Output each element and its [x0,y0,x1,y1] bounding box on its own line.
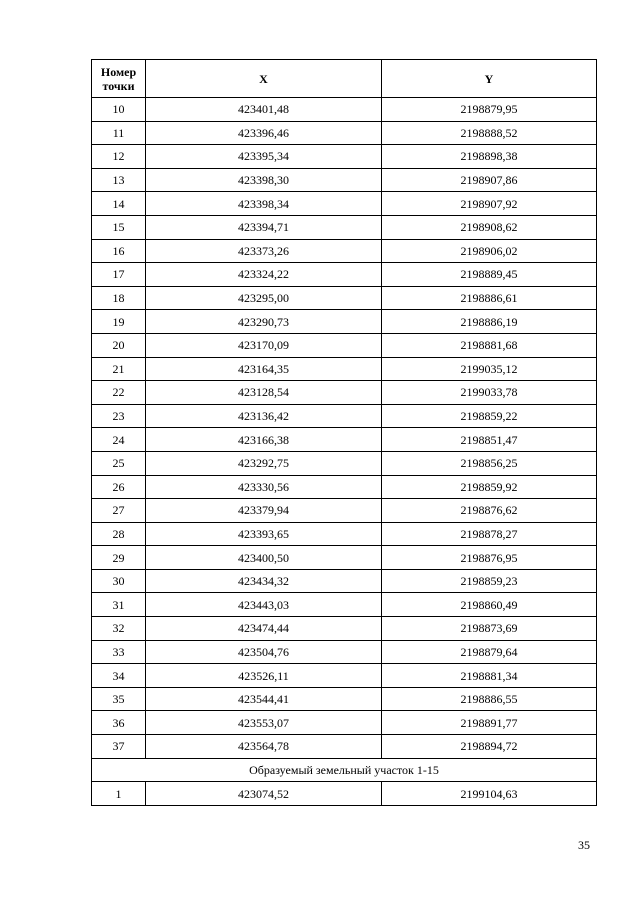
table-row [92,475,597,499]
table-row [92,263,597,287]
cell-point-number: 34 [92,664,146,688]
table-row [92,451,597,475]
cell-point-number: 26 [92,475,146,499]
table-body [92,98,597,806]
cell-y: 2198879,95 [382,98,597,122]
cell-point-number: 22 [92,381,146,405]
cell-x: 423166,38 [146,428,382,452]
cell-y: 2198907,86 [382,168,597,192]
table-row [92,381,597,405]
cell-x: 423295,00 [146,286,382,310]
cell-y: 2198907,92 [382,192,597,216]
cell-x: 423434,32 [146,569,382,593]
table-row [92,428,597,452]
table-row [92,640,597,664]
cell-point-number: 16 [92,239,146,263]
cell-x: 423394,71 [146,215,382,239]
cell-x: 423136,42 [146,404,382,428]
cell-point-number: 17 [92,263,146,287]
header-x: X [146,60,382,98]
table-row [92,239,597,263]
cell-x: 423396,46 [146,121,382,145]
cell-point-number: 36 [92,711,146,735]
header-y: Y [382,60,597,98]
cell-x: 423290,73 [146,310,382,334]
cell-point-number: 37 [92,735,146,759]
cell-y: 2198881,34 [382,664,597,688]
cell-point-number: 35 [92,687,146,711]
cell-y: 2198859,22 [382,404,597,428]
section-row [92,758,597,782]
cell-y: 2198879,64 [382,640,597,664]
cell-point-number: 33 [92,640,146,664]
cell-point-number: 1 [92,782,146,806]
cell-point-number: 29 [92,546,146,570]
cell-x: 423330,56 [146,475,382,499]
cell-y: 2198886,61 [382,286,597,310]
cell-y: 2198859,92 [382,475,597,499]
cell-point-number: 21 [92,357,146,381]
table-row [92,168,597,192]
cell-y: 2198888,52 [382,121,597,145]
cell-x: 423564,78 [146,735,382,759]
cell-y: 2198859,23 [382,569,597,593]
table-row [92,404,597,428]
cell-x: 423526,11 [146,664,382,688]
table-row [92,145,597,169]
table-row [92,546,597,570]
cell-x: 423373,26 [146,239,382,263]
table-row [92,782,597,806]
cell-x: 423395,34 [146,145,382,169]
cell-x: 423292,75 [146,451,382,475]
table-row [92,593,597,617]
cell-point-number: 24 [92,428,146,452]
table-header-row [92,60,597,98]
cell-x: 423398,34 [146,192,382,216]
cell-y: 2198876,62 [382,499,597,523]
cell-x: 423544,41 [146,687,382,711]
cell-y: 2198908,62 [382,215,597,239]
cell-y: 2198898,38 [382,145,597,169]
table-row [92,522,597,546]
cell-point-number: 23 [92,404,146,428]
cell-y: 2198851,47 [382,428,597,452]
section-title: Образуемый земельный участок 1-15 [92,758,597,782]
cell-x: 423379,94 [146,499,382,523]
cell-point-number: 30 [92,569,146,593]
table-row [92,333,597,357]
table-row [92,121,597,145]
cell-y: 2198906,02 [382,239,597,263]
table-row [92,357,597,381]
cell-y: 2198889,45 [382,263,597,287]
cell-y: 2198886,55 [382,687,597,711]
table-row [92,664,597,688]
cell-y: 2198894,72 [382,735,597,759]
cell-point-number: 28 [92,522,146,546]
cell-y: 2198878,27 [382,522,597,546]
cell-x: 423324,22 [146,263,382,287]
cell-x: 423474,44 [146,617,382,641]
table-row [92,215,597,239]
cell-y: 2198873,69 [382,617,597,641]
cell-point-number: 13 [92,168,146,192]
table-row [92,687,597,711]
cell-x: 423504,76 [146,640,382,664]
cell-point-number: 12 [92,145,146,169]
table-row [92,711,597,735]
table-row [92,499,597,523]
cell-y: 2198856,25 [382,451,597,475]
cell-point-number: 31 [92,593,146,617]
cell-x: 423128,54 [146,381,382,405]
table-row [92,310,597,334]
cell-point-number: 27 [92,499,146,523]
table-row [92,98,597,122]
cell-x: 423170,09 [146,333,382,357]
cell-x: 423400,50 [146,546,382,570]
cell-point-number: 11 [92,121,146,145]
table-row [92,569,597,593]
table-row [92,192,597,216]
cell-x: 423553,07 [146,711,382,735]
cell-y: 2199033,78 [382,381,597,405]
cell-y: 2199104,63 [382,782,597,806]
cell-x: 423074,52 [146,782,382,806]
cell-x: 423398,30 [146,168,382,192]
cell-point-number: 14 [92,192,146,216]
header-point-number: Номер точки [92,60,146,98]
table-row [92,735,597,759]
cell-point-number: 20 [92,333,146,357]
cell-point-number: 10 [92,98,146,122]
table-row [92,617,597,641]
cell-x: 423401,48 [146,98,382,122]
cell-x: 423443,03 [146,593,382,617]
cell-point-number: 18 [92,286,146,310]
cell-point-number: 15 [92,215,146,239]
cell-y: 2198860,49 [382,593,597,617]
cell-y: 2199035,12 [382,357,597,381]
cell-x: 423164,35 [146,357,382,381]
cell-point-number: 19 [92,310,146,334]
cell-x: 423393,65 [146,522,382,546]
cell-y: 2198886,19 [382,310,597,334]
page-number: 35 [578,838,590,852]
cell-y: 2198881,68 [382,333,597,357]
cell-point-number: 32 [92,617,146,641]
cell-y: 2198876,95 [382,546,597,570]
cell-y: 2198891,77 [382,711,597,735]
table-row [92,286,597,310]
cell-point-number: 25 [92,451,146,475]
coordinates-table [91,59,597,806]
